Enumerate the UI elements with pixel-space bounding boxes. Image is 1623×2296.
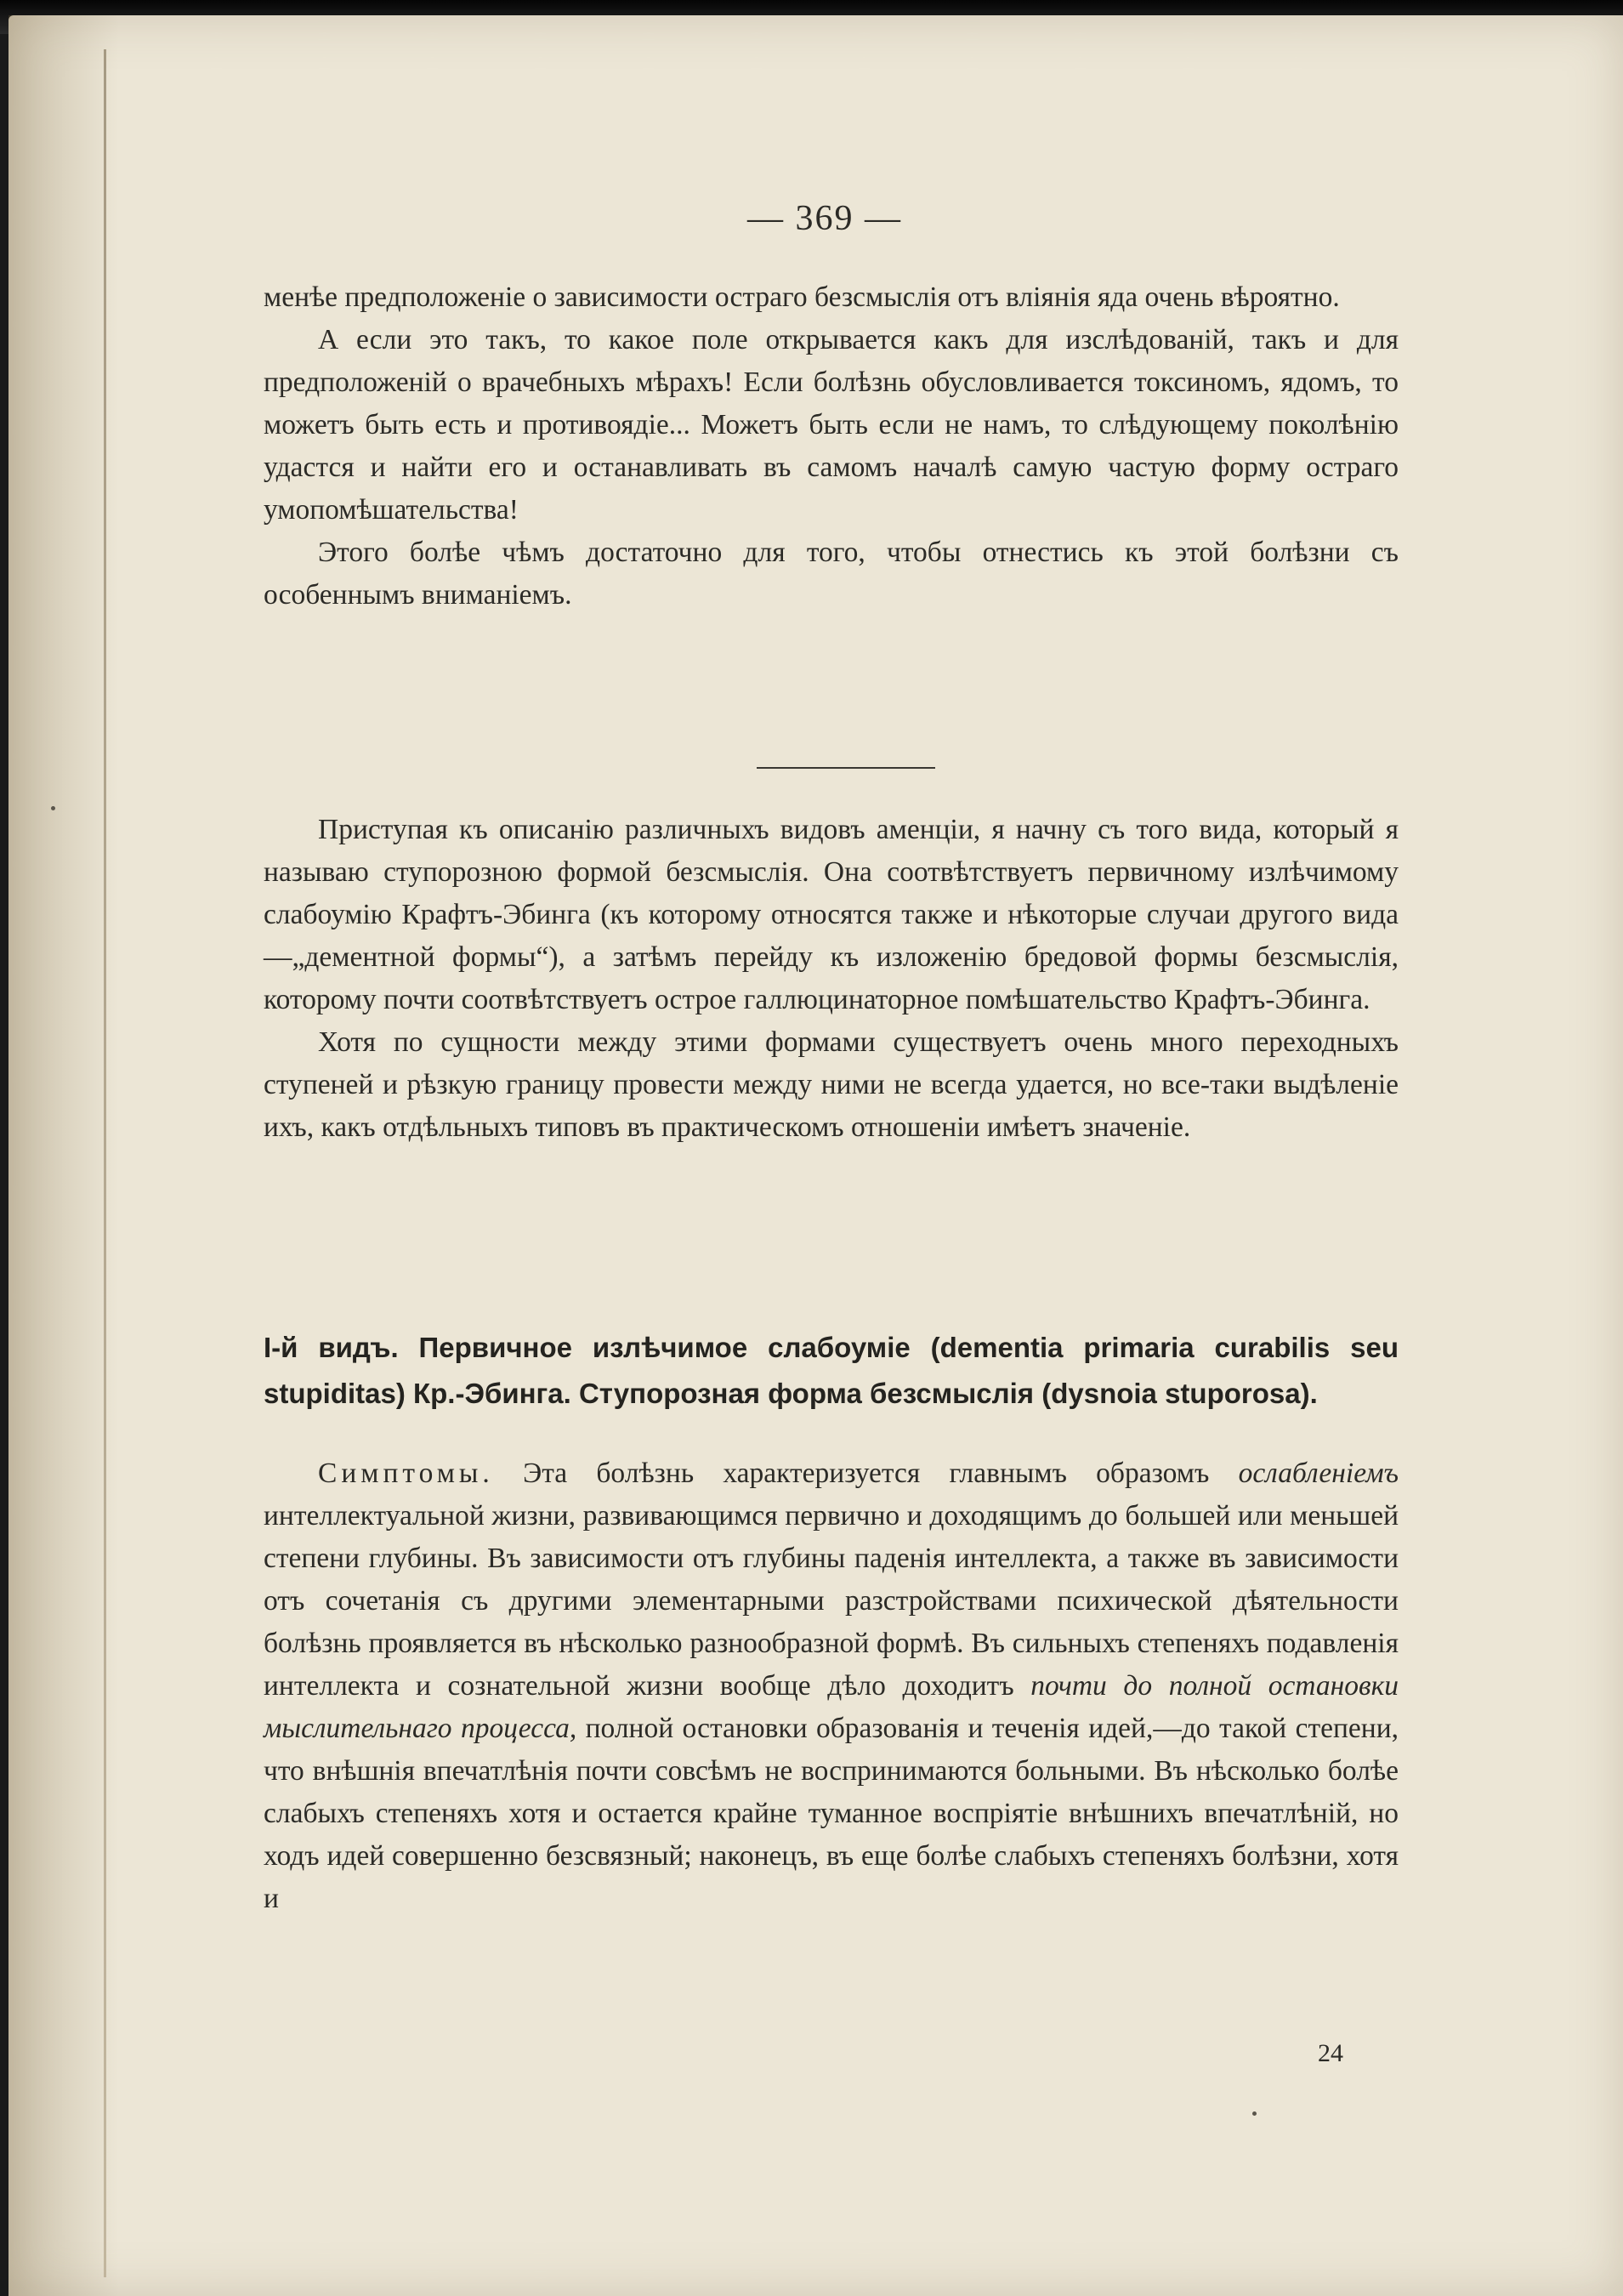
classification-paragraph-1: Приступая къ описанію различныхъ видовъ аменціи, я начну съ того вида, который я называю ступорозною формой безсмыслія. Она соотвѣтствуетъ первичному излѣчимому слабоумію Крафтъ-Эбинга (къ которому относятся также и нѣкоторые случаи другого вида—„дементной формы“), а затѣмъ перейду къ изложенію бредовой формы безсмыслія, которому почти соотвѣтствуетъ острое галлюцинаторное помѣшательство Крафтъ-Эбинга. [264, 814, 1399, 1015]
symptoms-text-2: интеллектуальной жизни, развивающимся первично и доходящимъ до большей или меньшей степени глубины. Въ зависимости отъ глубины паденія интеллекта, а также въ зависимости отъ сочетанія съ другими элементарными разстройствами психической дѣятельности болѣзнь проявляется въ нѣсколько разнообразной формѣ. Въ сильныхъ степеняхъ подавленія интеллекта и сознательной жизни вообще дѣло доходитъ [264, 1500, 1399, 1702]
section-heading: I-й видъ. Первичное излѣчимое слабоуміе (dementia primaria curabilis seu stupiditas) Кр.-Эбинга. Ступорозная форма безсмыслія (dysnoia stuporosa). [264, 1332, 1399, 1409]
book-page [9, 15, 1623, 2296]
page-spine-shadow [9, 15, 119, 2296]
intro-paragraph-2: А если это такъ, то какое поле открывается какъ для изслѣдованій, такъ и для предположеній о врачебныхъ мѣрахъ! Если болѣзнь обусловливается токсиномъ, ядомъ, то можетъ быть есть и противоядіе... Можетъ быть если не намъ, то слѣдующему поколѣнію удастся и найти его и останавливать въ самомъ началѣ самую частую форму остраго умопомѣшательства! [264, 324, 1399, 526]
symptoms-label: Симптомы. [318, 1458, 494, 1489]
intro-paragraph-3: Этого болѣе чѣмъ достаточно для того, чтобы отнестись къ этой болѣзни съ особеннымъ вниманіемъ. [264, 537, 1399, 611]
symptoms-text-1: Эта болѣзнь характеризуется главнымъ образомъ [493, 1458, 1239, 1489]
paper-speck [51, 806, 55, 810]
symptoms-text-3: полной остановки образованія и теченія идей,—до такой степени, что внѣшнія впечатлѣнія почти совсѣмъ не воспринимаются больными. Въ нѣсколько болѣе слабыхъ степеняхъ хотя и остается крайне туманное воспріятіе внѣшнихъ впечатлѣній, но ходъ идей совершенно безсвязный; наконецъ, въ еще болѣе слабыхъ степеняхъ болѣзни, хотя и [264, 1713, 1399, 1914]
intro-section [264, 276, 1399, 617]
signature-number: 24 [1318, 2039, 1343, 2067]
symptoms-section [264, 1452, 1399, 1920]
classification-paragraph-2: Хотя по сущности между этими формами существуетъ очень много переходныхъ ступеней и рѣзкую границу провести между ними не всегда удается, но все-таки выдѣленіе ихъ, какъ отдѣльныхъ типовъ въ практическомъ отношеніи имѣетъ значеніе. [264, 1026, 1399, 1143]
symptoms-emphasis-1: ослабленіемъ [1238, 1458, 1399, 1489]
classification-section [264, 809, 1399, 1149]
symptoms-paragraph [264, 1452, 1399, 1920]
intro-paragraph-1: менѣе предположеніе о зависимости остраго безсмыслія отъ вліянія яда очень вѣроятно. [264, 281, 1340, 313]
page-binding-edge [104, 49, 106, 2277]
symptoms-emphasis-2: почти до полной остановки мыслительнаго процесса, [264, 1670, 1399, 1744]
page-number: — 369 — [747, 199, 902, 238]
section-divider [757, 767, 935, 769]
paper-speck [1252, 2111, 1257, 2116]
